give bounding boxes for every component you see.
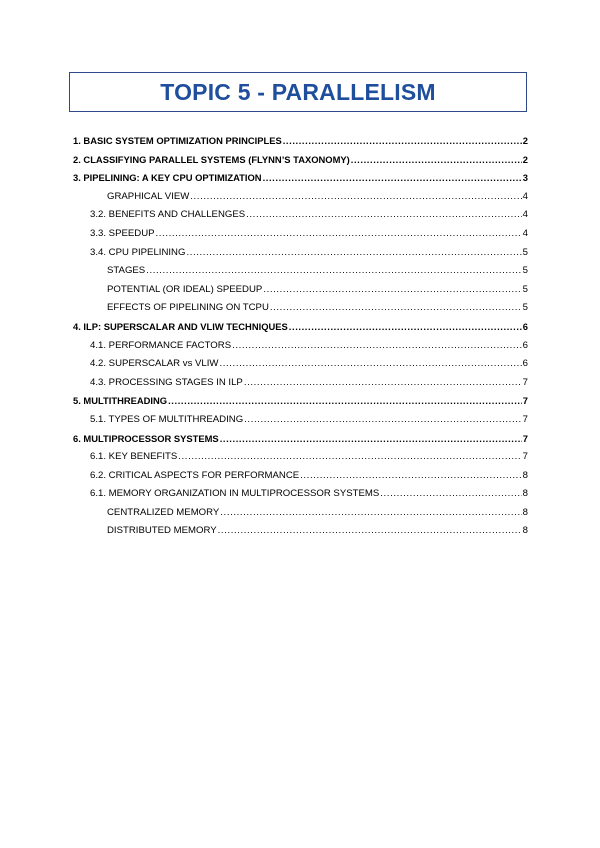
toc-entry-page-number: 5 (522, 246, 528, 258)
toc-entry[interactable] (73, 467, 528, 486)
toc-entry-label: 1. BASIC SYSTEM OPTIMIZATION PRINCIPLES (73, 135, 282, 146)
toc-dot-leader (156, 225, 522, 244)
toc-entry-page-number: 8 (522, 506, 528, 518)
toc-entry-page-number: 4 (522, 227, 528, 239)
table-of-contents (73, 132, 528, 541)
toc-dot-leader (178, 448, 521, 467)
toc-entry-label: 3.4. CPU PIPELINING (90, 246, 186, 258)
toc-entry-page-number: 5 (522, 283, 528, 295)
toc-entry[interactable] (73, 151, 528, 170)
toc-entry-page-number: 8 (522, 525, 528, 537)
toc-entry[interactable] (73, 225, 528, 244)
toc-entry-page-number: 8 (522, 488, 528, 500)
toc-entry[interactable] (73, 411, 528, 430)
title-box (69, 72, 527, 112)
toc-entry[interactable] (73, 522, 528, 541)
toc-entry-page-number: 2 (522, 135, 528, 146)
toc-dot-leader (232, 337, 522, 356)
toc-entry[interactable] (73, 392, 528, 411)
toc-dot-leader (244, 374, 522, 393)
toc-entry-label: 6.2. CRITICAL ASPECTS FOR PERFORMANCE (90, 469, 300, 481)
toc-entry-page-number: 5 (522, 265, 528, 277)
toc-entry-label: 5. MULTITHREADING (73, 395, 168, 407)
toc-entry[interactable] (73, 262, 528, 281)
toc-entry-label: 5.1. TYPES OF MULTITHREADING (90, 413, 244, 425)
toc-entry-page-number: 7 (522, 432, 528, 444)
toc-entry-label: 2. CLASSIFYING PARALLEL SYSTEMS (FLYNN’S TAXONOMY) (73, 153, 350, 165)
toc-entry-label: STAGES (107, 265, 146, 277)
toc-entry-label: 4. ILP: SUPERSCALAR AND VLIW TECHNIQUES (73, 320, 288, 332)
toc-dot-leader (186, 244, 521, 263)
toc-entry-label: 6. MULTIPROCESSOR SYSTEMS (73, 432, 219, 444)
toc-entry-label: 3.2. BENEFITS AND CHALLENGES (90, 209, 246, 221)
toc-entry-label: 4.1. PERFORMANCE FACTORS (90, 339, 232, 351)
toc-dot-leader (380, 485, 521, 504)
toc-entry-label: EFFECTS OF PIPELINING ON TCPU (107, 302, 269, 314)
toc-entry-label: 3.3. SPEEDUP (90, 227, 155, 239)
toc-entry[interactable] (73, 206, 528, 225)
toc-entry-page-number: 8 (522, 469, 528, 481)
page-title: TOPIC 5 - PARALLELISM (160, 78, 436, 105)
toc-entry-page-number: 5 (522, 302, 528, 314)
toc-entry-page-number: 6 (522, 358, 528, 370)
toc-dot-leader (168, 392, 522, 411)
toc-dot-leader (283, 132, 522, 151)
toc-entry-page-number: 7 (522, 376, 528, 388)
toc-entry[interactable] (73, 485, 528, 504)
toc-dot-leader (246, 206, 522, 225)
toc-entry[interactable] (73, 318, 528, 337)
toc-entry[interactable] (73, 337, 528, 356)
toc-entry[interactable] (73, 504, 528, 523)
toc-entry-page-number: 2 (522, 153, 528, 165)
toc-entry[interactable] (73, 355, 528, 374)
toc-entry[interactable] (73, 374, 528, 393)
toc-entry-page-number: 6 (522, 339, 528, 351)
toc-dot-leader (220, 504, 521, 523)
toc-dot-leader (146, 262, 521, 281)
toc-entry-page-number: 3 (522, 172, 528, 184)
toc-entry-page-number: 7 (522, 451, 528, 463)
toc-dot-leader (300, 467, 522, 486)
toc-dot-leader (263, 169, 522, 188)
toc-entry-label: 4.2. SUPERSCALAR vs VLIW (90, 358, 219, 370)
toc-entry-label: 3. PIPELINING: A KEY CPU OPTIMIZATION (73, 172, 262, 184)
toc-entry-label: POTENTIAL (OR IDEAL) SPEEDUP (107, 283, 263, 295)
toc-entry[interactable] (73, 299, 528, 318)
toc-entry[interactable] (73, 430, 528, 449)
toc-entry-label: 6.1. KEY BENEFITS (90, 451, 178, 463)
toc-entry[interactable] (73, 169, 528, 188)
toc-dot-leader (351, 151, 522, 170)
toc-dot-leader (244, 411, 521, 430)
toc-entry[interactable] (73, 448, 528, 467)
toc-entry-page-number: 7 (522, 413, 528, 425)
toc-entry[interactable] (73, 132, 528, 151)
toc-entry-page-number: 4 (522, 209, 528, 221)
toc-dot-leader (289, 318, 522, 337)
toc-entry-page-number: 4 (522, 190, 528, 202)
toc-dot-leader (220, 430, 522, 449)
toc-entry-page-number: 6 (522, 320, 528, 332)
toc-dot-leader (218, 522, 522, 541)
toc-entry-label: 4.3. PROCESSING STAGES IN ILP (90, 376, 243, 388)
toc-dot-leader (263, 281, 521, 300)
toc-entry[interactable] (73, 188, 528, 207)
toc-entry-label: CENTRALIZED MEMORY (107, 506, 220, 518)
toc-entry[interactable] (73, 244, 528, 263)
toc-entry-label: GRAPHICAL VIEW (107, 190, 190, 202)
toc-dot-leader (190, 188, 521, 207)
toc-entry-label: 6.1. MEMORY ORGANIZATION IN MULTIPROCESSOR SYSTEMS (90, 488, 380, 500)
toc-entry[interactable] (73, 281, 528, 300)
toc-entry-label: DISTRIBUTED MEMORY (107, 525, 217, 537)
toc-dot-leader (220, 355, 522, 374)
toc-entry-page-number: 7 (522, 395, 528, 407)
toc-dot-leader (270, 299, 522, 318)
